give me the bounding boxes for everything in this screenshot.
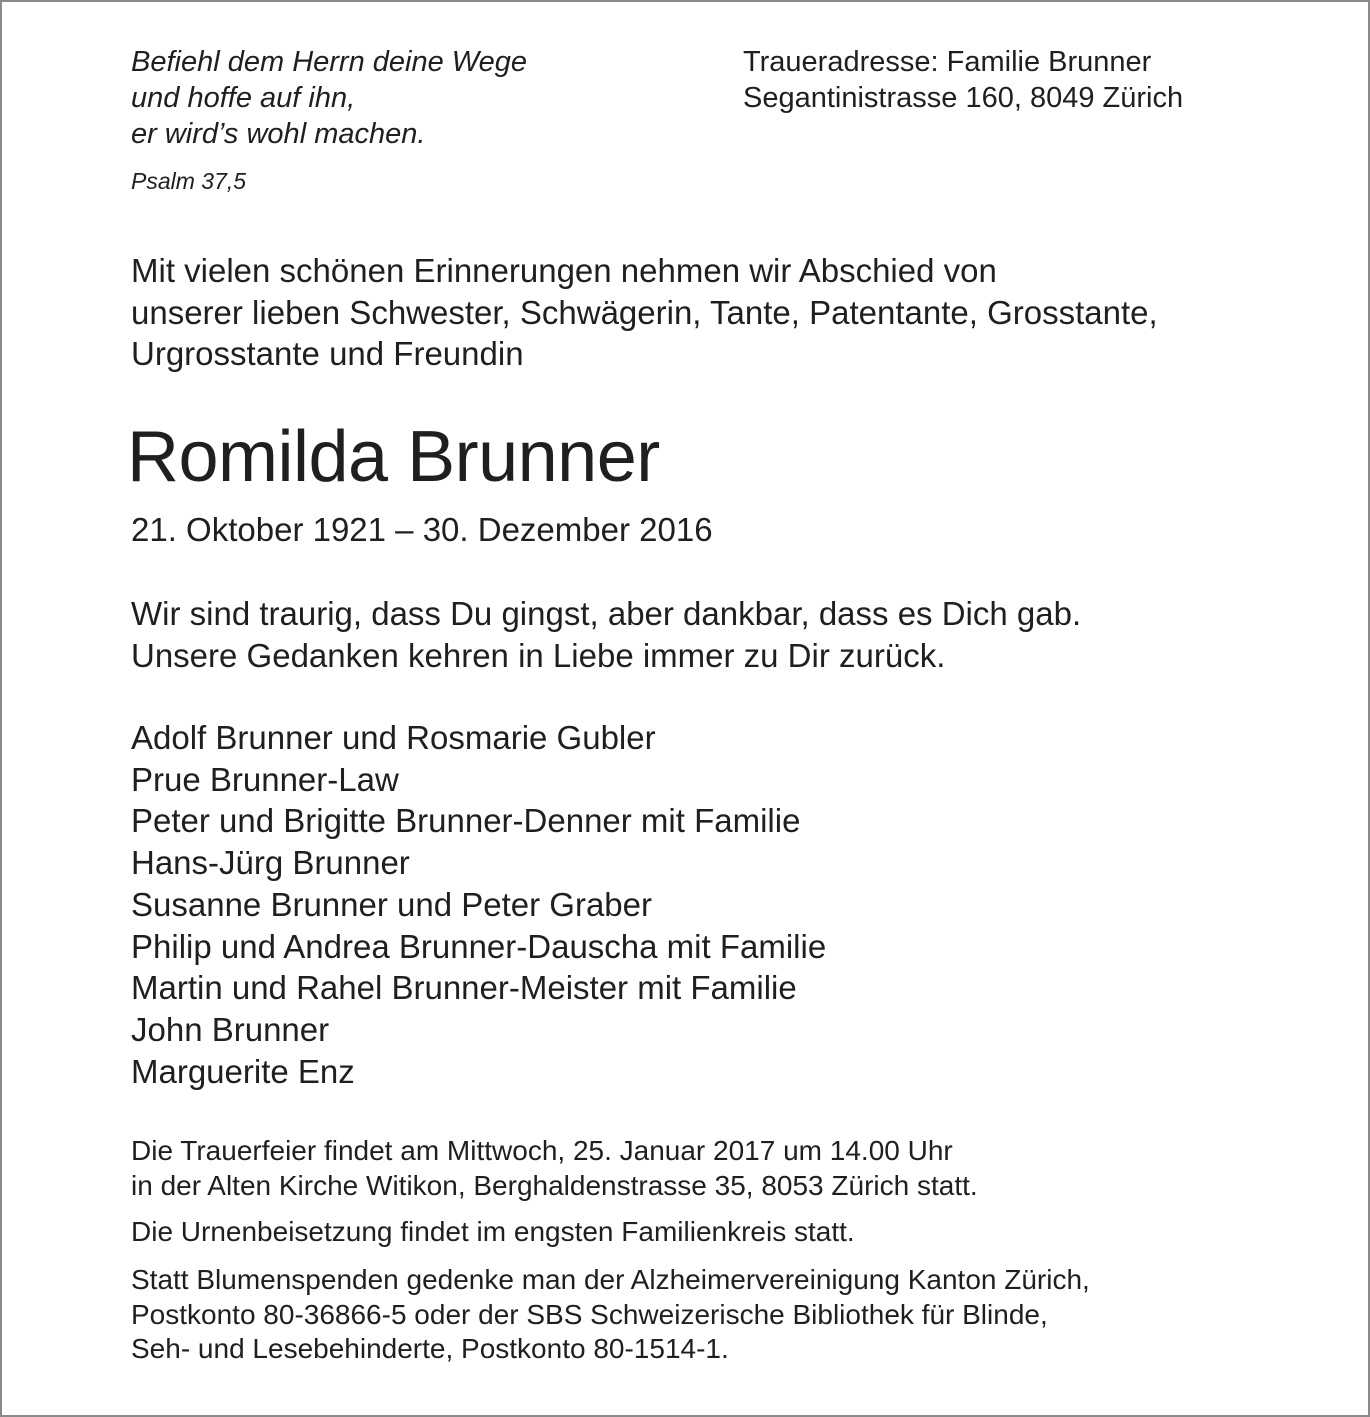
- funeral-service-info: [131, 1134, 978, 1203]
- donation-line: Postkonto 80-36866-5 oder der SBS Schweizerische Bibliothek für Blinde,: [131, 1298, 1048, 1330]
- mourner-entry: Adolf Brunner und Rosmarie Gubler: [131, 719, 656, 756]
- verse-line: Befiehl dem Herrn deine Wege: [131, 46, 528, 78]
- verse-line: er wird’s wohl machen.: [131, 118, 426, 150]
- quote-line: Wir sind traurig, dass Du gingst, aber dankbar, dass es Dich gab.: [131, 595, 1082, 632]
- service-line: Die Trauerfeier findet am Mittwoch, 25. Januar 2017 um 14.00 Uhr: [131, 1135, 953, 1166]
- verse-line: und hoffe auf ihn,: [131, 82, 356, 114]
- mourning-address: [743, 44, 1183, 116]
- mourners-list: [131, 717, 826, 1092]
- verse-reference: Psalm 37,5: [131, 168, 247, 194]
- life-dates: 21. Oktober 1921 – 30. Dezember 2016: [131, 511, 713, 548]
- intro-line: Urgrosstante und Freundin: [131, 335, 524, 372]
- deceased-name: Romilda Brunner: [127, 417, 660, 497]
- address-line: Traueradresse: Familie Brunner: [743, 46, 1152, 78]
- mourner-entry: Martin und Rahel Brunner-Meister mit Familie: [131, 969, 797, 1007]
- urn-burial-info: Die Urnenbeisetzung findet im engsten Familienkreis statt.: [131, 1216, 855, 1247]
- memorial-quote: [131, 593, 1081, 677]
- mourner-entry: Philip und Andrea Brunner-Dauscha mit Familie: [131, 927, 827, 965]
- intro-line: unserer lieben Schwester, Schwägerin, Tante, Patentante, Grosstante,: [131, 293, 1158, 331]
- intro-line: Mit vielen schönen Erinnerungen nehmen wir Abschied von: [131, 252, 997, 289]
- quote-line: Unsere Gedanken kehren in Liebe immer zu Dir zurück.: [131, 637, 946, 674]
- mourner-entry: Hans-Jürg Brunner: [131, 844, 410, 882]
- service-line: in der Alten Kirche Witikon, Berghaldenstrasse 35, 8053 Zürich statt.: [131, 1169, 978, 1201]
- mourner-entry: Susanne Brunner und Peter Graber: [131, 885, 652, 923]
- address-line: Segantinistrasse 160, 8049 Zürich: [743, 82, 1184, 114]
- mourner-entry: Peter und Brigitte Brunner-Denner mit Familie: [131, 802, 801, 840]
- mourner-entry: John Brunner: [131, 1010, 330, 1048]
- mourner-entry: Prue Brunner-Law: [131, 760, 399, 798]
- farewell-intro: [131, 250, 1158, 375]
- mourner-entry: Marguerite Enz: [131, 1052, 355, 1090]
- bible-verse: [131, 44, 527, 152]
- donation-info: [131, 1263, 1090, 1367]
- donation-line: Seh- und Lesebehinderte, Postkonto 80-1514-1.: [131, 1333, 729, 1364]
- donation-line: Statt Blumenspenden gedenke man der Alzheimervereinigung Kanton Zürich,: [131, 1264, 1090, 1295]
